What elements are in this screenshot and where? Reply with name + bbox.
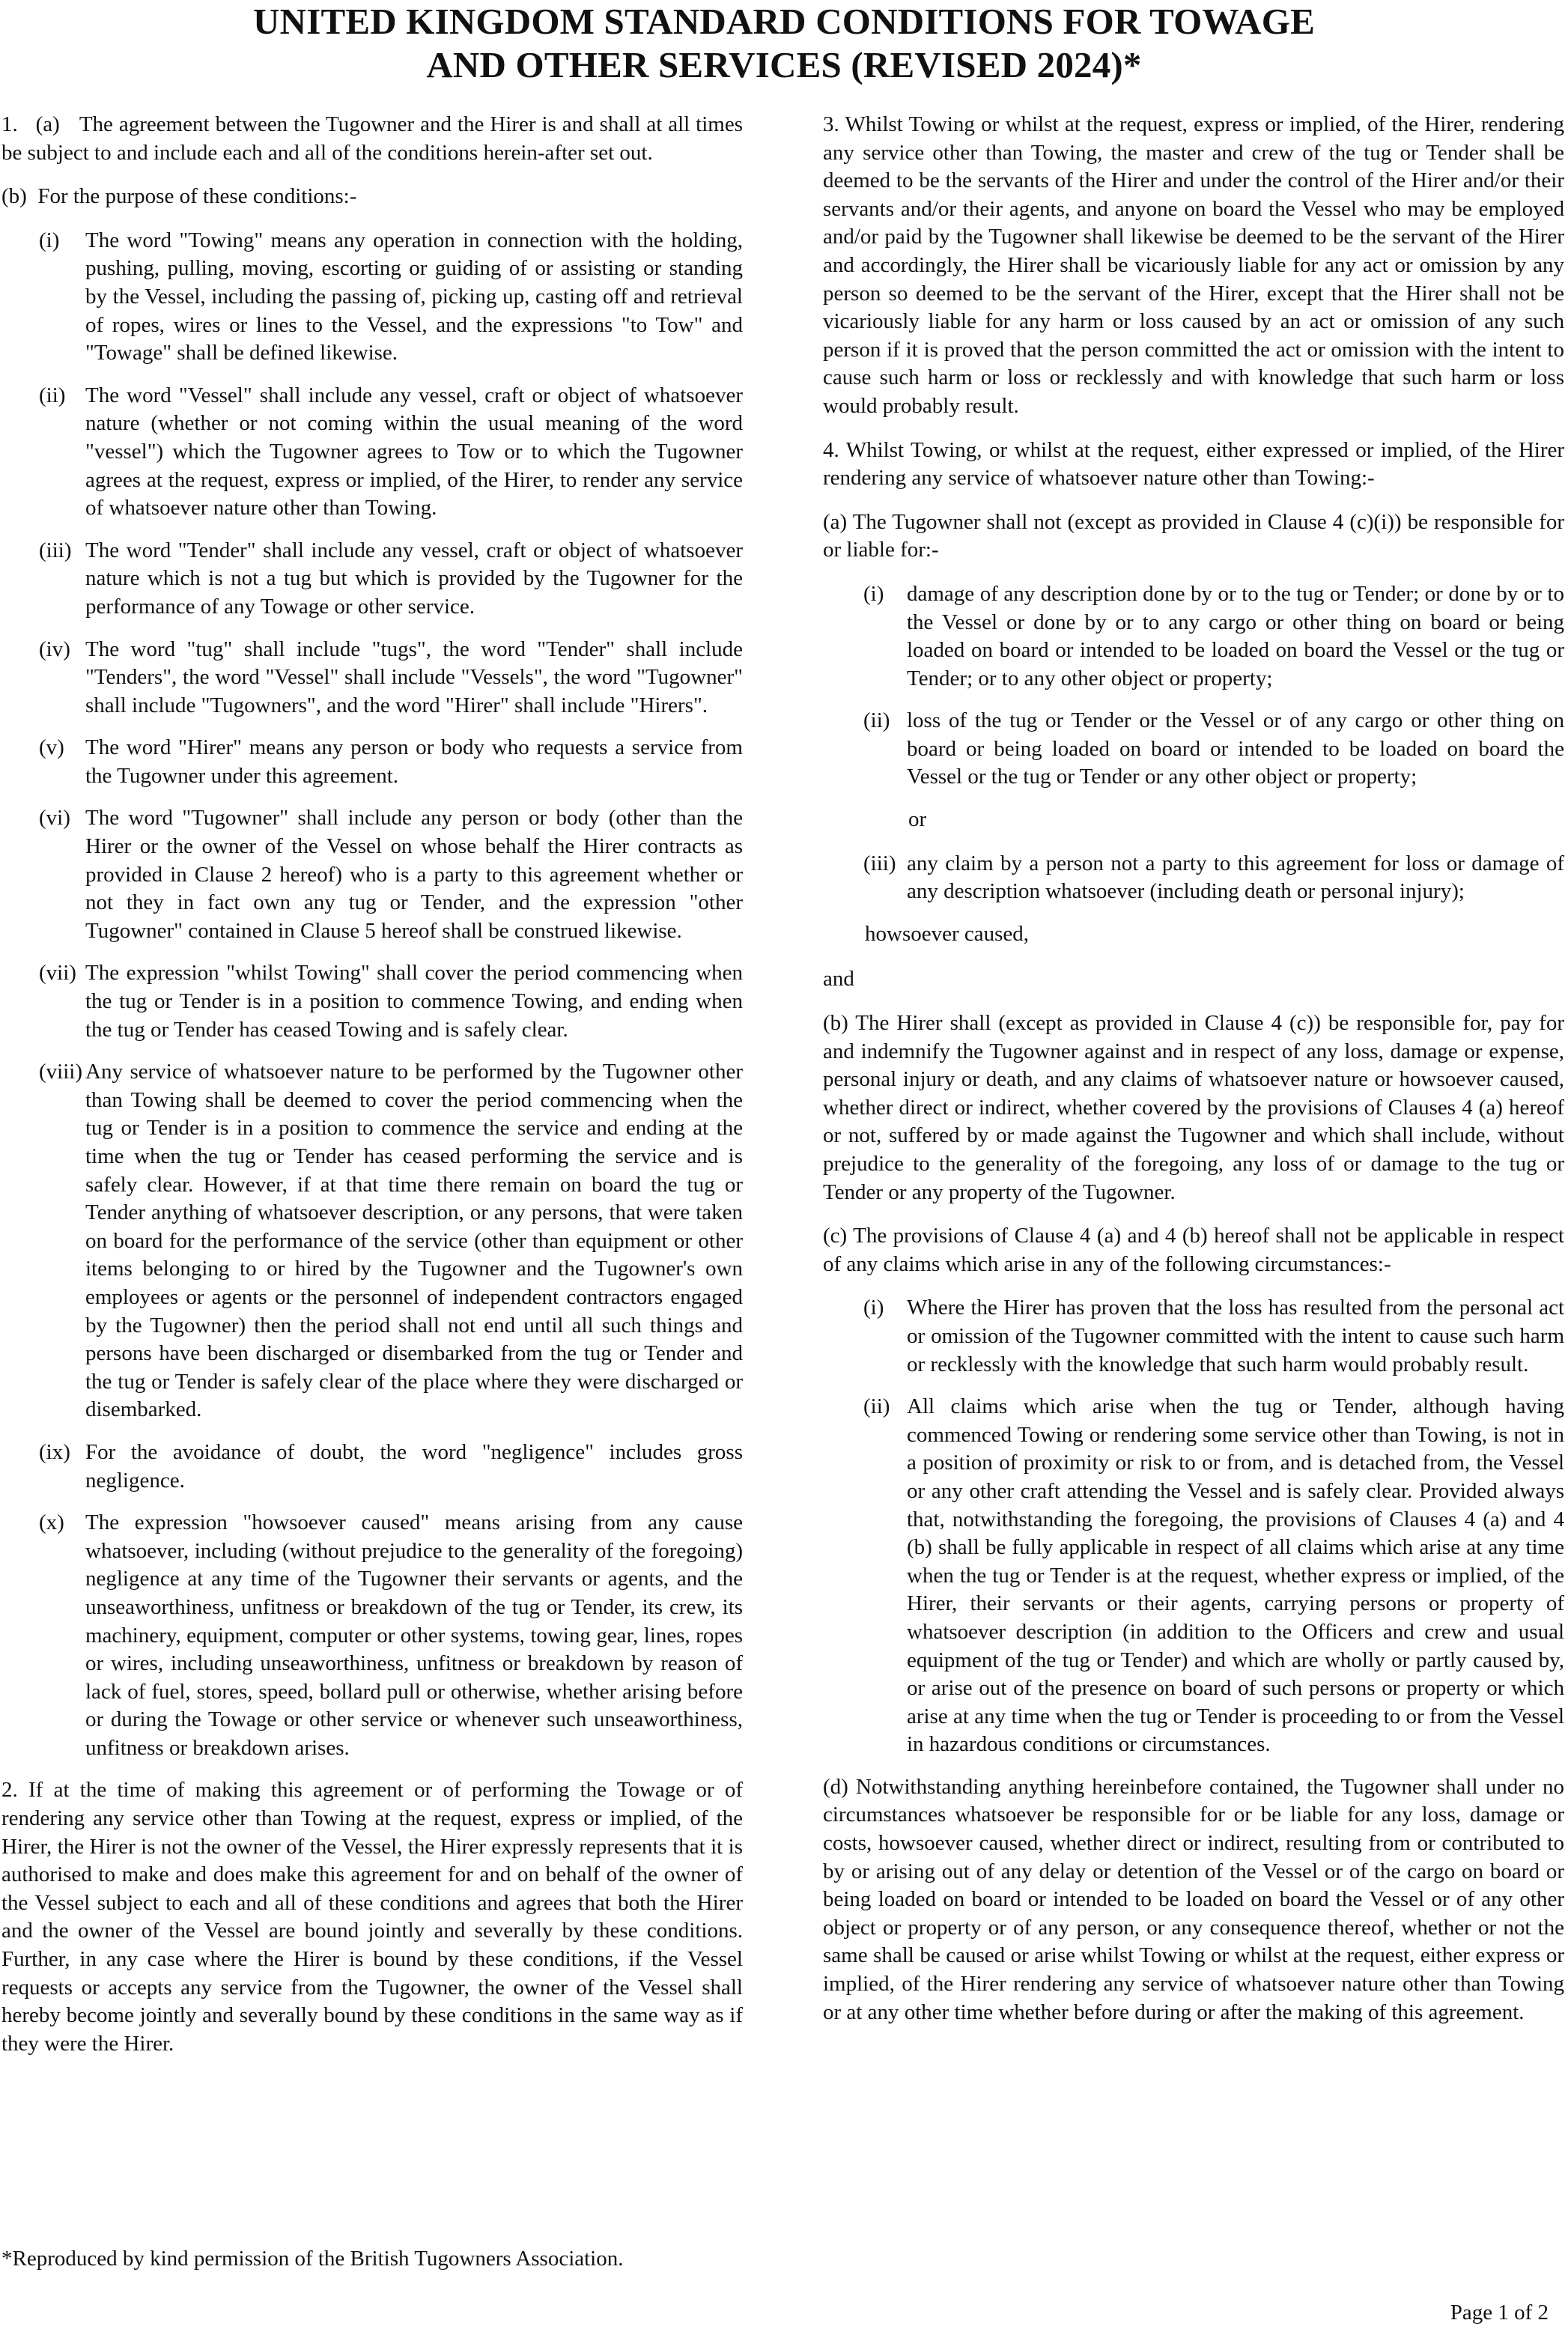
item-text: Where the Hirer has proven that the loss has resulted from the personal act or omission of the Tugowner committed with the intent to cause such harm or recklessly with the knowledge that such harm would probably result. (907, 1296, 1564, 1376)
clause-4d: (d) Notwithstanding anything hereinbefore contained, the Tugowner shall under no circumstances whatsoever be responsible for or be liable for any loss, damage or costs, howsoever caused, whether direct or indirect, resulting from or contributed to by or arising out of any delay or detention of the Vessel or of the cargo on board or being loaded on board or intended to be loaded on board the Vessel or of any other object or property or of any person, or any consequence thereof, whether or not the same shall be caused or arise whilst Towing or whilst at the request, either express or implied, of the Hirer rendering any service of whatsoever nature other than Towing or at any other time whether before during or after the making of this agreement. (823, 1774, 1564, 2024)
definition-number: (iv) (39, 637, 70, 661)
clause-4a-iii (863, 850, 1564, 906)
clause-4a: (a) The Tugowner shall not (except as provided in Clause 4 (c)(i)) be responsible for or liable for:- (823, 509, 1564, 562)
definition-number: (vii) (39, 961, 76, 986)
definition-text: For the avoidance of doubt, the word "negligence" includes gross negligence. (85, 1439, 743, 1493)
definition-text: The word "Hirer" means any person or body who requests a service from the Tugowner under this agreement. (85, 735, 743, 788)
definition-number: (ii) (39, 383, 66, 407)
definition-text: The expression "howsoever caused" means arising from any cause whatsoever, including (without prejudice to the generality of the foregoing) negligence at any time of the Tugowner their servants or agents, and the unseaworthiness, unfitness or breakdown of the tug or Tender, its crew, its machinery, equipment, computer or other systems, towing gear, lines, ropes or wires, including unseaworthiness, unfitness or breakdown by reason of lack of fuel, stores, speed, bollard pull or otherwise, whether arising before or during the Towage or other service or whenever such unseaworthiness, unfitness or breakdown arises. (85, 1510, 743, 1760)
clause-4c-ii (863, 1393, 1564, 1759)
clause-4a-i (863, 580, 1564, 693)
definition-number: (ix) (39, 1439, 70, 1464)
definition-text: The expression "whilst Towing" shall cover the period commencing when the tug or Tender is in a position to commence Towing, and ending when the tug or Tender has ceased Towing and is safely clear. (85, 961, 743, 1042)
definition-number: (vi) (39, 806, 70, 831)
definition-viii (39, 1058, 743, 1424)
definition-text: Any service of whatsoever nature to be performed by the Tugowner other than Towing shall be deemed to cover the period commencing when the tug or Tender is in a position to commence the service and ending at the time when the tug or Tender has ceased performing the service and is safely clear. However, if at that time there remain on board the tug or Tender anything of whatsoever description, or any persons, that were taken on board for the performance of the service (other than equipment or other items belonging to or hired by the Tugowner and the Tugowner's own employees or agents or the personnel of independent contractors engaged by the Tugowner) then the period shall not end until all such things and persons have been discharged or disembarked from the tug or Tender and the tug or Tender is safely clear of the place where they were discharged or disembarked. (85, 1060, 743, 1422)
clause-1b: (b) For the purpose of these conditions:- (1, 184, 357, 209)
definition-number: (v) (39, 735, 64, 760)
item-number: (i) (863, 1296, 884, 1320)
clause-2: 2. If at the time of making this agreement or of performing the Towage or of rendering any service other than Towing at the request, express or implied, of the Hirer, the Hirer is not the owner of the Vessel, the Hirer expressly represents that it is authorised to make and does make this agreement for and on behalf of the owner of the Vessel subject to each and all of these conditions and agrees that both the Hirer and the owner of the Vessel are bound jointly and severally by these conditions. Further, in any case where the Hirer is bound by these conditions, if the Vessel requests or accepts any service from the Tugowner, the owner of the Vessel shall hereby become jointly and severally bound by these conditions in the same way as if they were the Hirer. (1, 1778, 743, 2056)
definition-ix (39, 1439, 743, 1495)
clause-1a-number: 1. (a) (1, 112, 60, 136)
definition-v (39, 734, 743, 790)
definition-number: (viii) (39, 1060, 82, 1084)
definition-number: (i) (39, 228, 60, 252)
item-number: (ii) (863, 1394, 890, 1419)
clause-4: 4. Whilst Towing, or whilst at the request, either expressed or implied, of the Hirer rendering any service of whatsoever nature other than Towing:- (823, 437, 1564, 491)
definition-number: (iii) (39, 538, 72, 562)
definition-text: The word "Tender" shall include any vessel, craft or object of whatsoever nature which is not a tug but which is provided by the Tugowner for the performance of any Towage or other service. (85, 538, 743, 619)
definition-number: (x) (39, 1510, 64, 1535)
definition-ii (39, 382, 743, 523)
page-number: Page 1 of 2 (1450, 2301, 1549, 2325)
title-line-2: AND OTHER SERVICES (REVISED 2024)* (426, 44, 1142, 85)
item-number: (ii) (863, 708, 890, 733)
definition-vi (39, 804, 743, 945)
title-line-1: UNITED KINGDOM STANDARD CONDITIONS FOR TOWAGE (253, 1, 1315, 42)
clause-3: 3. Whilst Towing or whilst at the request, express or implied, of the Hirer, rendering any service other than Towing, the master and crew of the tug or Tender shall be deemed to be the servants of the Hirer and under the control of the Hirer and/or their servants and/or their agents, and anyone on board the Vessel who may be employed and/or paid by the Tugowner shall likewise be deemed to be the servant of the Hirer and accordingly, the Hirer shall be vicariously liable for any act or omission by any person so deemed to be the servant of the Hirer, except that the Hirer shall not be vicariously liable for any harm or loss caused by an act or omission of any such person if it is proved that the person committed the act or omission with the intent to cause such harm or loss or recklessly and with knowledge that such harm or loss would probably result. (823, 112, 1564, 418)
definition-i (39, 227, 743, 368)
left-column (1, 111, 743, 2074)
clause-4c-i (863, 1294, 1564, 1379)
definition-vii (39, 959, 743, 1044)
definition-text: The word "Vessel" shall include any vessel, craft or object of whatsoever nature (whether or not coming within the usual meaning of the word "vessel") which the Tugowner agrees to Tow or to which the Tugowner agrees at the request, express or implied, of the Hirer, to render any service of whatsoever nature other than Towing. (85, 383, 743, 520)
clause-4a-ii (863, 707, 1564, 792)
definition-iv (39, 636, 743, 720)
item-text: All claims which arise when the tug or Tender, although having commenced Towing or rendering some service other than Towing, is not in a position of proximity or risk to or from, and is detached from, the Vessel or any other craft attending the Vessel and is safely clear. Provided always that, notwithstanding the foregoing, the provisions of Clauses 4 (a) and 4 (b) shall be fully applicable in respect of all claims which arise at any time when the tug or Tender is at the request, whether express or implied, of the Hirer, their servants or their agents, carrying persons or property of whatsoever description (in addition to the Officers and crew and usual equipment of the tug or Tender) and which are wholly or partly caused by, or arise out of the presence on board of such persons or property or which arise at any time when the tug or Tender is proceeding to or from the Vessel in hazardous conditions or circumstances. (907, 1394, 1564, 1757)
definition-text: The word "tug" shall include "tugs", the word "Tender" shall include "Tenders", the word "Vessel" shall include "Vessels", the word "Tugowner" shall include "Tugowners", and the word "Hirer" shall include "Hirers". (85, 637, 743, 717)
definition-iii (39, 537, 743, 622)
clause-4b: (b) The Hirer shall (except as provided in Clause 4 (c)) be responsible for, pay for and indemnify the Tugowner against and in respect of any loss, damage or expense, personal injury or death, and any claims of whatsoever nature or howsoever caused, whether direct or indirect, whether covered by the provisions of Clauses 4 (a) hereof or not, suffered by or made against the Tugowner and which shall include, without prejudice to the generality of the foregoing, any loss of or damage to the tug or Tender or any property of the Tugowner. (823, 1011, 1564, 1204)
clause-4c: (c) The provisions of Clause 4 (a) and 4 (b) hereof shall not be applicable in respect of any claims which arise in any of the following circumstances:- (823, 1224, 1564, 1276)
howsoever-caused: howsoever caused, (865, 921, 1030, 946)
definition-text: The word "Towing" means any operation in connection with the holding, pushing, pulling, moving, escorting or guiding of or assisting or standing by the Vessel, including the passing of, picking up, casting off and retrieval of ropes, wires or lines to the Vessel, and the expressions "to Tow" and "Towage" shall be defined likewise. (85, 228, 743, 365)
item-text: damage of any description done by or to the tug or Tender; or done by or to the Vessel or done by or to any cargo or other thing on board or being loaded on board or intended to be loaded on board the Vessel or the tug or Tender; or to any other object or property; (907, 581, 1564, 690)
item-number: (iii) (863, 851, 896, 875)
or-connector: or (908, 807, 927, 832)
definition-text: The word "Tugowner" shall include any person or body (other than the Hirer or the owner of the Vessel on whose behalf the Hirer contracts as provided in Clause 2 hereof) who is a party to this agreement whether or not they in fact own any tug or Tender, and the expression "other Tugowner" contained in Clause 5 hereof shall be construed likewise. (85, 806, 743, 943)
footnote: *Reproduced by kind permission of the British Tugowners Association. (1, 2247, 624, 2271)
document-title (0, 0, 1568, 87)
definition-x (39, 1509, 743, 1762)
and-connector: and (823, 967, 854, 992)
clause-1a (1, 111, 743, 167)
item-text: loss of the tug or Tender or the Vessel or of any cargo or other thing on board or being loaded on board or intended to be loaded on board the Vessel or the tug or Tender or any other object or property; (907, 708, 1564, 789)
item-text: any claim by a person not a party to this agreement for loss or damage of any description whatsoever (including death or personal injury); (907, 851, 1564, 904)
clause-1a-text: The agreement between the Tugowner and the Hirer is and shall at all times be subject to and include each and all of the conditions herein-after set out. (1, 112, 743, 165)
item-number: (i) (863, 581, 884, 606)
right-column (823, 111, 1564, 2042)
